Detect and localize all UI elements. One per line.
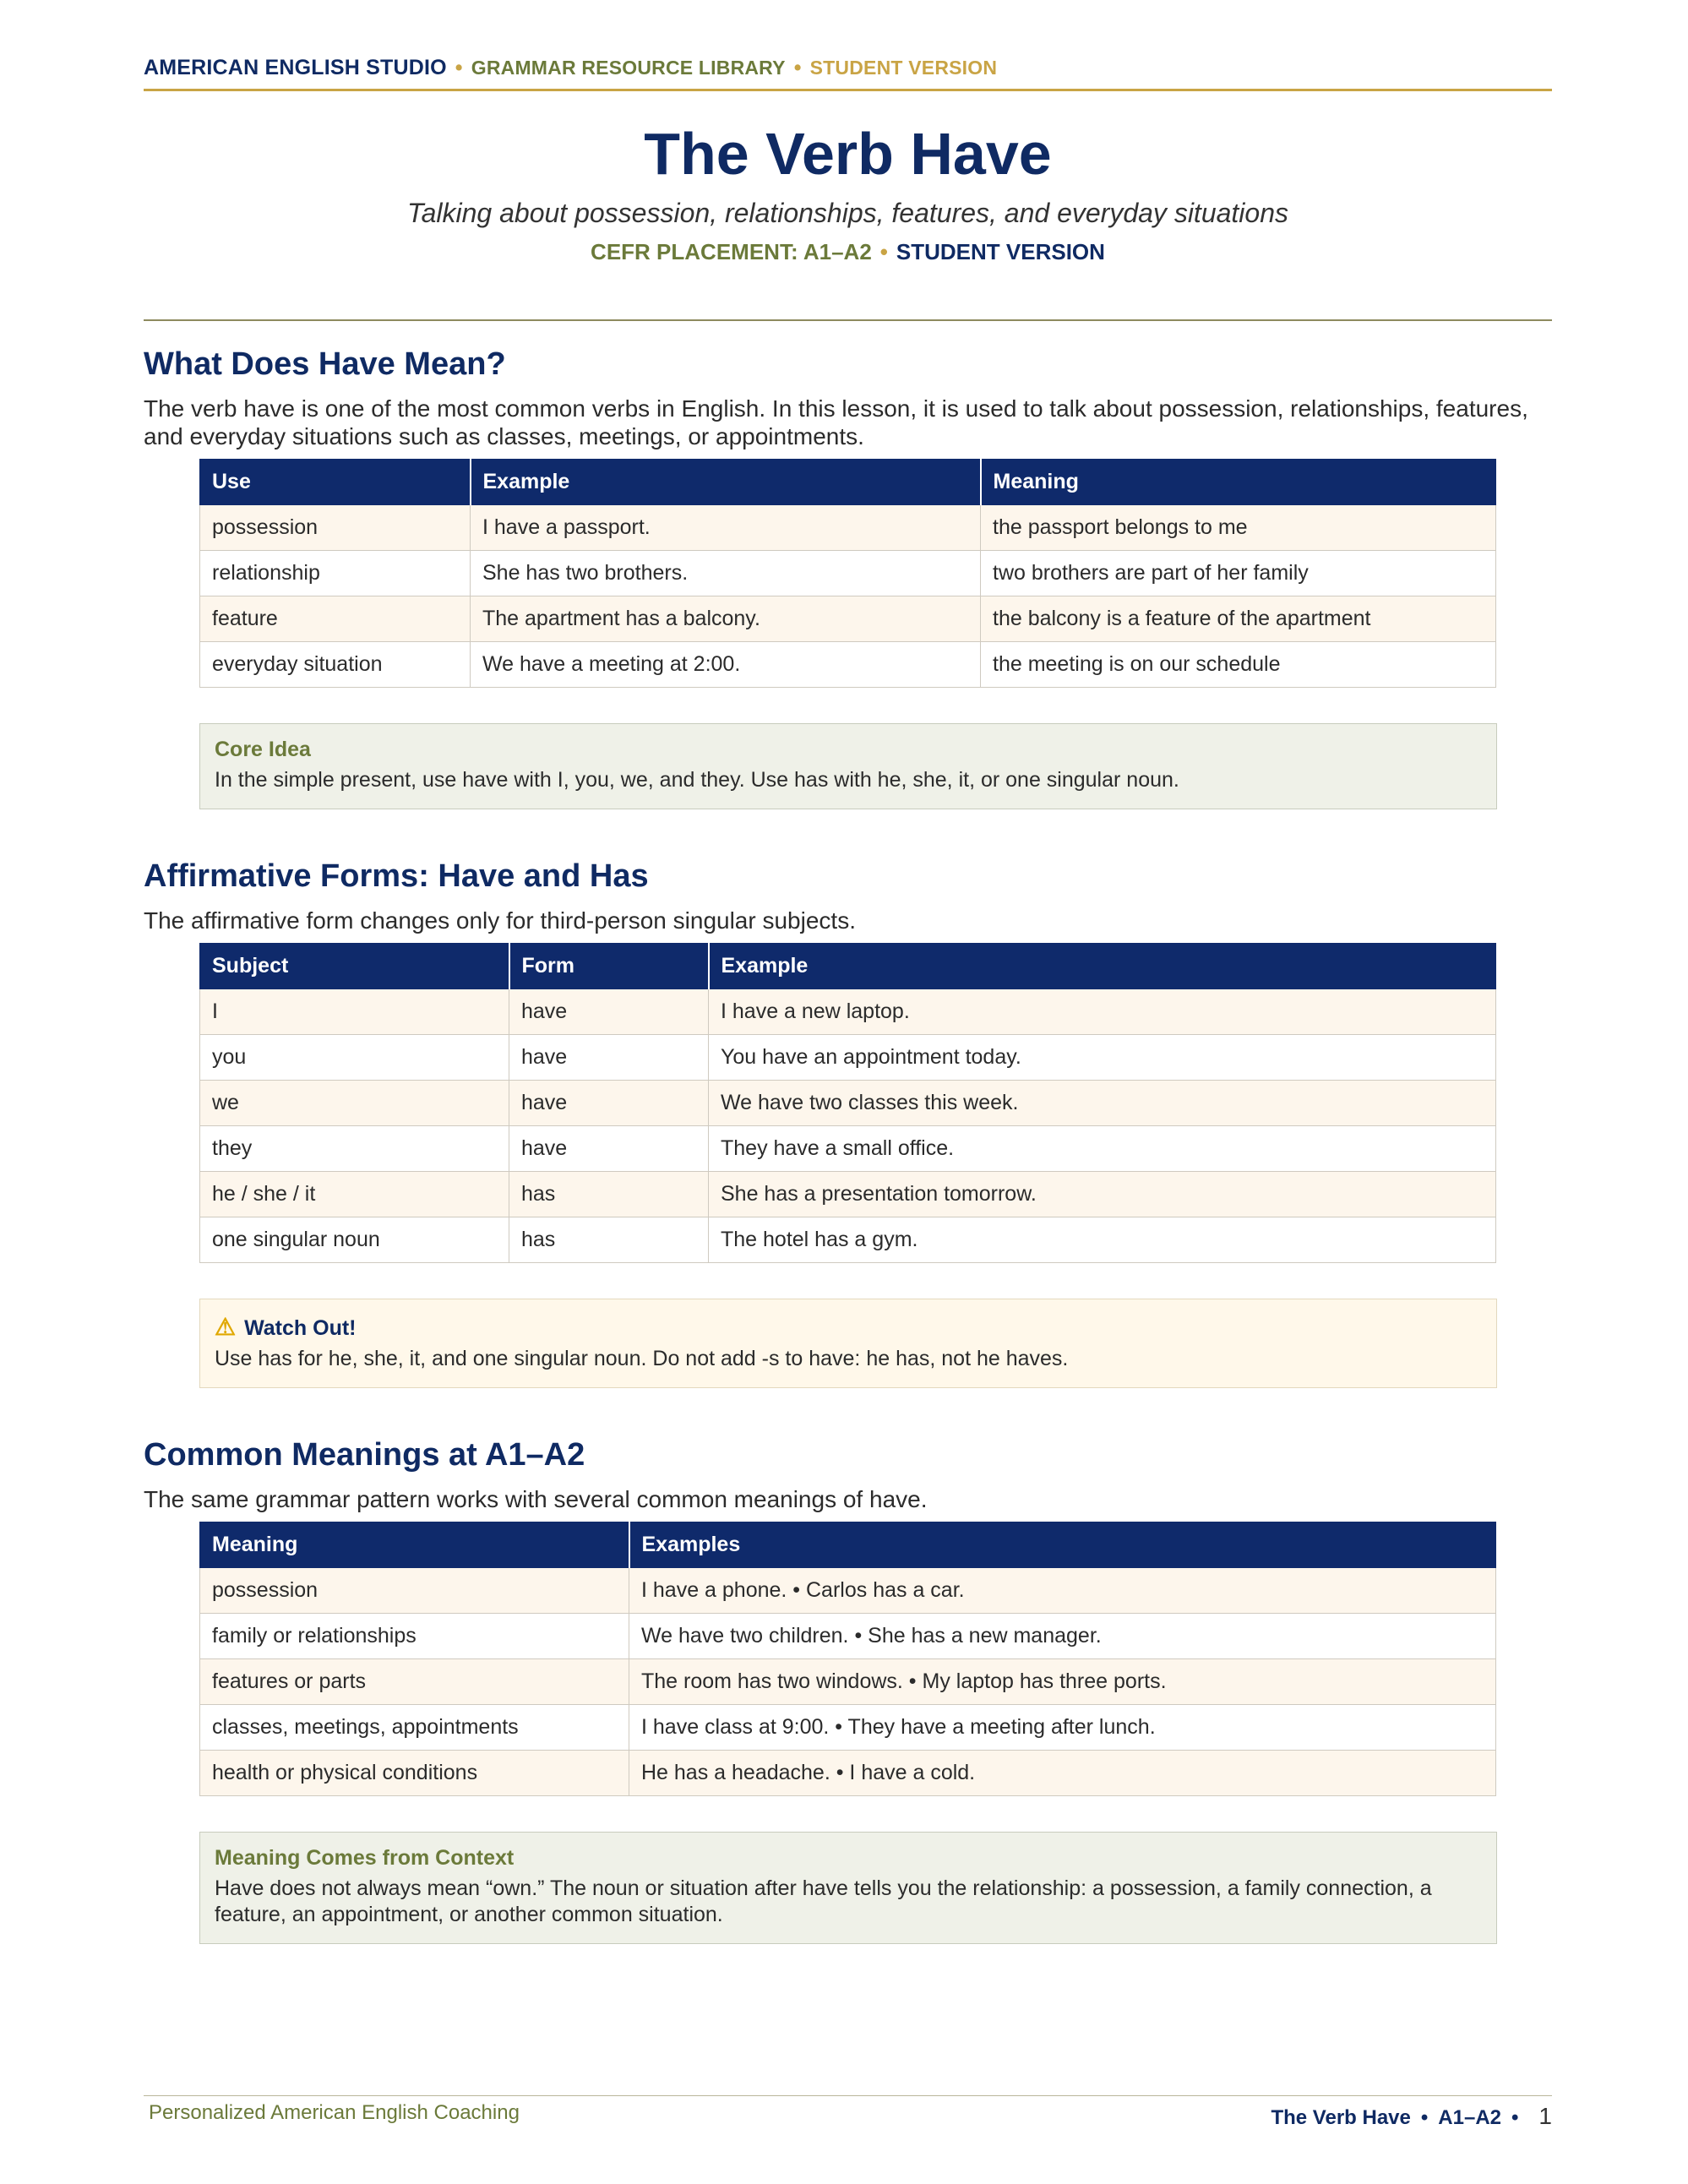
table-cell: You have an appointment today. [709,1034,1496,1080]
table-row [200,1613,1496,1658]
footer-separator: • [1420,2106,1429,2129]
column-header: Meaning [981,459,1496,504]
header-separator: • [455,56,463,79]
callout-title-row [215,1313,1483,1341]
table-row [200,1034,1496,1080]
table-cell: The room has two windows. • My laptop has three ports. [629,1658,1496,1704]
table-header-row [200,943,1496,989]
callout-body: In the simple present, use have with I, you, we, and they. Use has with he, she, it, or one singular noun. [215,767,1179,792]
footer-level: A1–A2 [1438,2106,1502,2129]
column-header: Examples [629,1522,1496,1567]
library-name: GRAMMAR RESOURCE LIBRARY [471,57,786,79]
table-row [200,1567,1496,1613]
cefr-level: CEFR PLACEMENT: A1–A2 [591,238,872,264]
table-row [200,1658,1496,1704]
table-cell: family or relationships [200,1613,629,1658]
table-cell: he / she / it [200,1171,509,1217]
table-cell: I have a passport. [471,504,981,550]
column-header: Example [471,459,981,504]
table-cell: The apartment has a balcony. [471,596,981,641]
table-cell: I [200,989,509,1034]
table-cell: I have class at 9:00. • They have a meeting after lunch. [629,1704,1496,1750]
title-block [144,123,1552,265]
context-callout [199,1832,1497,1944]
table-row [200,504,1496,550]
page-number: 1 [1538,2103,1552,2129]
table-cell: the balcony is a feature of the apartment [981,596,1496,641]
table-row [200,641,1496,687]
table-cell: We have two children. • She has a new manager. [629,1613,1496,1658]
table-cell: you [200,1034,509,1080]
table-cell: I have a new laptop. [709,989,1496,1034]
table-cell: classes, meetings, appointments [200,1704,629,1750]
cefr-separator: • [879,238,888,264]
table-cell: She has a presentation tomorrow. [709,1171,1496,1217]
column-header: Meaning [200,1522,629,1567]
document-page [144,0,1552,1944]
footer-tagline: Personalized American English Coaching [149,2101,520,2124]
footer-separator: • [1511,2106,1519,2129]
table-row [200,1217,1496,1262]
table-cell: has [509,1217,709,1262]
callout-body: Use has for he, she, it, and one singular noun. Do not add -s to have: he has, not he haves. [215,1346,1069,1370]
section-divider [144,319,1552,321]
section-intro: The verb have is one of the most common verbs in English. In this lesson, it is used to talk about possession, relationships, features, and everyday situations such as classes, meetings, or appointments. [144,395,1528,449]
page-subtitle: Talking about possession, relationships, features, and everyday situations [407,197,1288,228]
table-row [200,1750,1496,1795]
table-row [200,989,1496,1034]
footer-meta [1271,2103,1552,2130]
section-heading-affirmative: Affirmative Forms: Have and Has [144,858,649,894]
table-cell: He has a headache. • I have a cold. [629,1750,1496,1795]
column-header: Form [509,943,709,989]
table-cell: they [200,1125,509,1171]
table-cell: I have a phone. • Carlos has a car. [629,1567,1496,1613]
table-cell: two brothers are part of her family [981,550,1496,596]
callout-title: Meaning Comes from Context [215,1845,515,1870]
forms-table [199,943,1496,1263]
table-cell: features or parts [200,1658,629,1704]
table-cell: health or physical conditions [200,1750,629,1795]
callout-title: Core Idea [215,737,311,761]
table-cell: relationship [200,550,471,596]
table-cell: have [509,1125,709,1171]
page-footer [144,2095,1552,2129]
table-row [200,1125,1496,1171]
meanings-table [199,1522,1496,1796]
table-cell: have [509,1080,709,1125]
section-intro: The same grammar pattern works with several common meanings of have. [144,1485,928,1512]
warning-icon: ⚠ [215,1313,237,1340]
table-cell: the meeting is on our schedule [981,641,1496,687]
core-idea-callout [199,723,1497,809]
cefr-line [144,239,1552,265]
footer-doc-title: The Verb Have [1271,2106,1411,2129]
table-cell: possession [200,504,471,550]
table-cell: We have two classes this week. [709,1080,1496,1125]
section-heading-common-meanings: Common Meanings at A1–A2 [144,1436,585,1473]
column-header: Subject [200,943,509,989]
table-cell: have [509,989,709,1034]
page-title: The Verb Have [644,121,1052,187]
header-separator: • [793,56,802,79]
section-intro: The affirmative form changes only for third-person singular subjects. [144,907,856,934]
table-cell: one singular noun [200,1217,509,1262]
table-cell: the passport belongs to me [981,504,1496,550]
table-cell: They have a small office. [709,1125,1496,1171]
table-cell: The hotel has a gym. [709,1217,1496,1262]
table-cell: possession [200,1567,629,1613]
table-cell: We have a meeting at 2:00. [471,641,981,687]
uses-table [199,459,1496,688]
column-header: Use [200,459,471,504]
table-cell: has [509,1171,709,1217]
version-label: STUDENT VERSION [809,57,998,79]
callout-title: Watch Out! [244,1315,357,1340]
cefr-version: STUDENT VERSION [896,238,1105,264]
section-heading-meaning: What Does Have Mean? [144,346,506,382]
table-row [200,550,1496,596]
table-cell: feature [200,596,471,641]
table-header-row [200,459,1496,504]
column-header: Example [709,943,1496,989]
table-row [200,1704,1496,1750]
header-bar [144,56,1552,91]
table-cell: have [509,1034,709,1080]
table-cell: everyday situation [200,641,471,687]
watch-out-callout [199,1299,1497,1388]
table-row [200,1171,1496,1217]
brand-name: AMERICAN ENGLISH STUDIO [144,56,447,79]
table-cell: we [200,1080,509,1125]
table-row [200,1080,1496,1125]
table-row [200,596,1496,641]
callout-body: Have does not always mean “own.” The noun or situation after have tells you the relationship: a possession, a family connection, a feature, an appointment, or another common situation. [215,1876,1432,1926]
table-cell: She has two brothers. [471,550,981,596]
table-header-row [200,1522,1496,1567]
